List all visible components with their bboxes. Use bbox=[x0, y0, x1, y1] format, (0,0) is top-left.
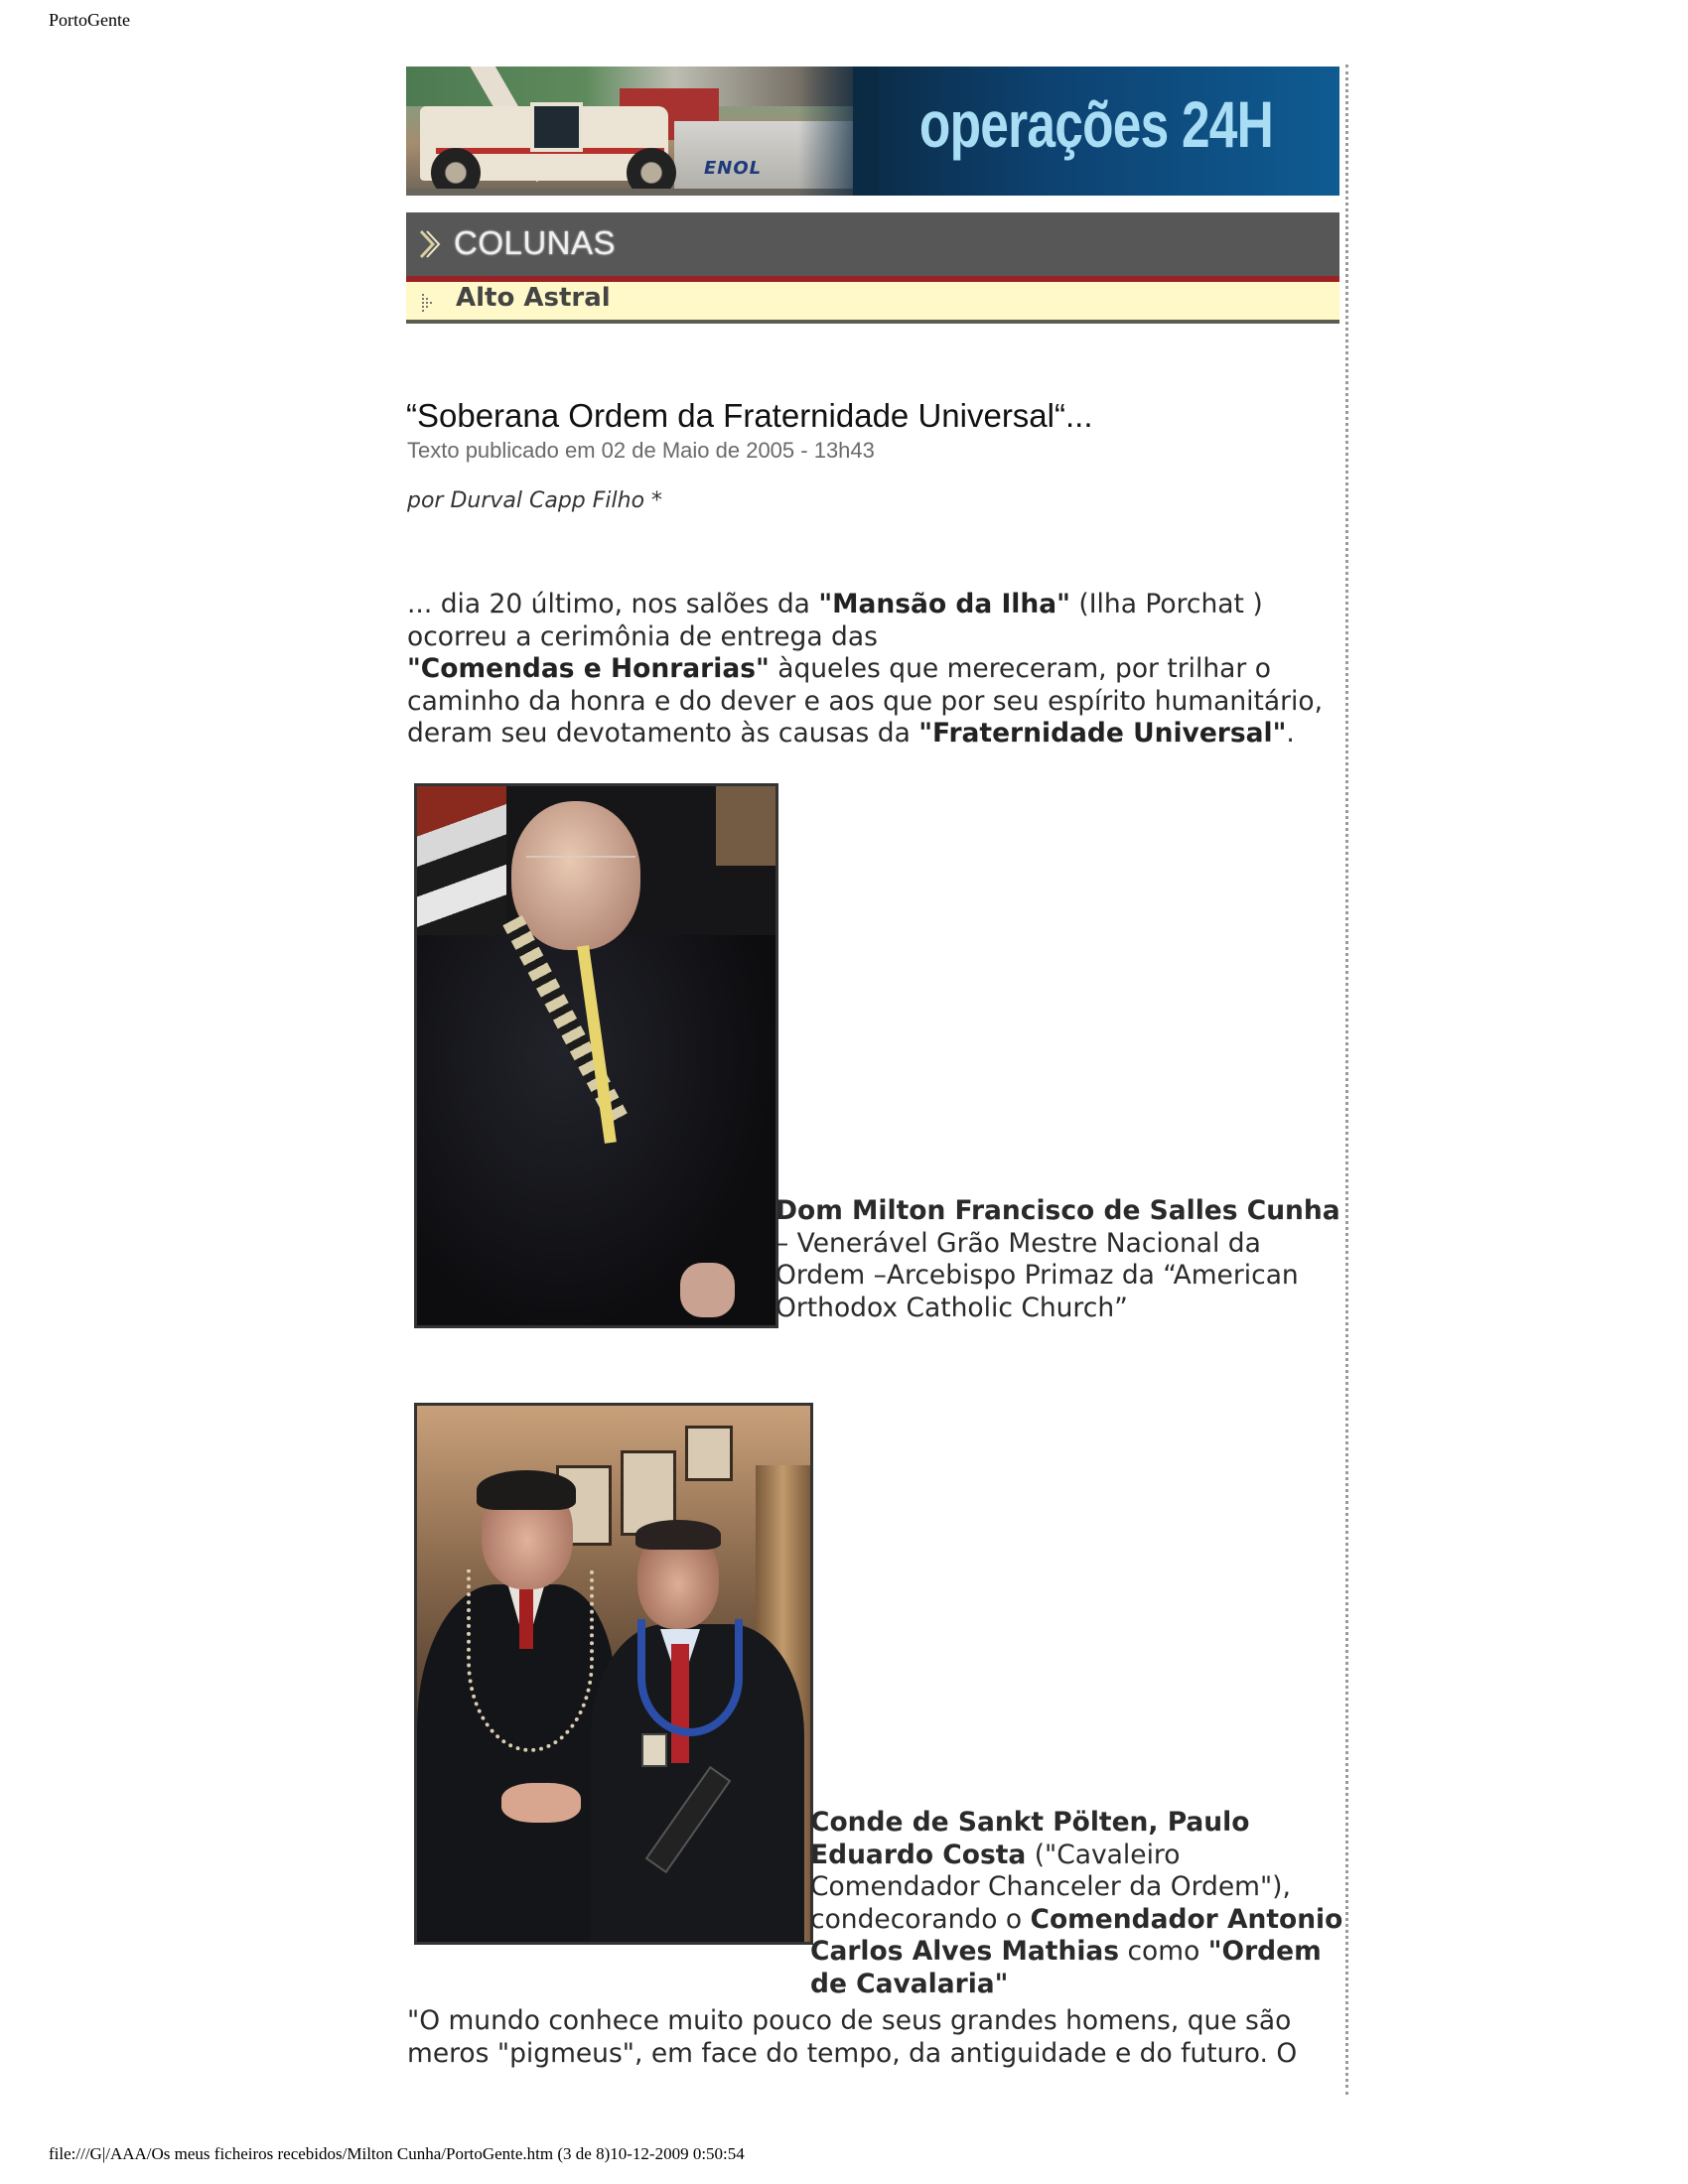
article-intro-paragraph: ... dia 20 último, nos salões da "Mansão da Ilha" (Ilha Porchat ) ocorreu a cerimônia de entrega das "Comendas e Honrarias" àqueles que mereceram, por trilhar o caminho da honra e do dever e aos que por seu espírito humanitário, deram seu devotamento às causas da "Fraternidade Universal". bbox=[407, 589, 1324, 749]
section-header-colunas[interactable] bbox=[406, 212, 1339, 276]
event-name: "Comendas e Honrarias" bbox=[407, 653, 770, 684]
page-indicator: (3 de 8) bbox=[557, 2144, 611, 2163]
print-header-site-name: PortoGente bbox=[49, 10, 130, 30]
banner-port-photo bbox=[406, 67, 853, 196]
dotted-column-divider bbox=[1345, 65, 1348, 2095]
flag bbox=[417, 786, 506, 955]
ceremonial-chain bbox=[467, 1570, 594, 1752]
article-title: “Soberana Ordem da Fraternidade Universal“... bbox=[406, 397, 1093, 434]
section-label: COLUNAS bbox=[454, 224, 617, 261]
blue-medal-ribbon bbox=[637, 1619, 743, 1736]
print-footer bbox=[49, 2144, 745, 2164]
print-timestamp: 10-12-2009 0:50:54 bbox=[610, 2144, 745, 2163]
venue-name: "Mansão da Ilha" bbox=[818, 589, 1070, 619]
wall-picture-frame bbox=[685, 1426, 733, 1481]
container-logo: ENOL bbox=[704, 158, 763, 179]
article-publish-date: Texto publicado em 02 de Maio de 2005 - 13h43 bbox=[407, 438, 875, 463]
photo-caption-1: Dom Milton Francisco de Salles Cunha – Venerável Grão Mestre Nacional da Ordem –Arcebispo Primaz da “American Orthodox Catholic Church” bbox=[775, 1195, 1340, 1323]
medal bbox=[641, 1733, 667, 1767]
photo-dom-milton-cunha bbox=[414, 783, 778, 1328]
banner[interactable] bbox=[406, 67, 1339, 196]
file-path: file:///G|/AAA/Os meus ficheiros recebidos/Milton Cunha/PortoGente.htm bbox=[49, 2144, 554, 2163]
photo-caption-2: Conde de Sankt Pölten, Paulo Eduardo Costa ("Cavaleiro Comendador Chanceler da Ordem"), condecorando o Comendador Antonio Carlos Alves Mathias como "Ordem de Cavalaria" bbox=[810, 1807, 1343, 1999]
banner-title: operações 24H bbox=[918, 87, 1274, 161]
dotted-arrow-icon bbox=[422, 294, 434, 314]
subsection-header-alto-astral[interactable] bbox=[406, 282, 1339, 324]
article-author: por Durval Capp Filho * bbox=[407, 488, 663, 513]
double-chevron-right-icon bbox=[418, 228, 442, 260]
subsection-label: Alto Astral bbox=[456, 283, 611, 313]
cause-name: "Fraternidade Universal" bbox=[918, 718, 1287, 749]
article-quote-paragraph: "O mundo conhece muito pouco de seus grandes homens, que são meros "pigmeus", em face do tempo, da antiguidade e do futuro. O bbox=[407, 2005, 1298, 2069]
